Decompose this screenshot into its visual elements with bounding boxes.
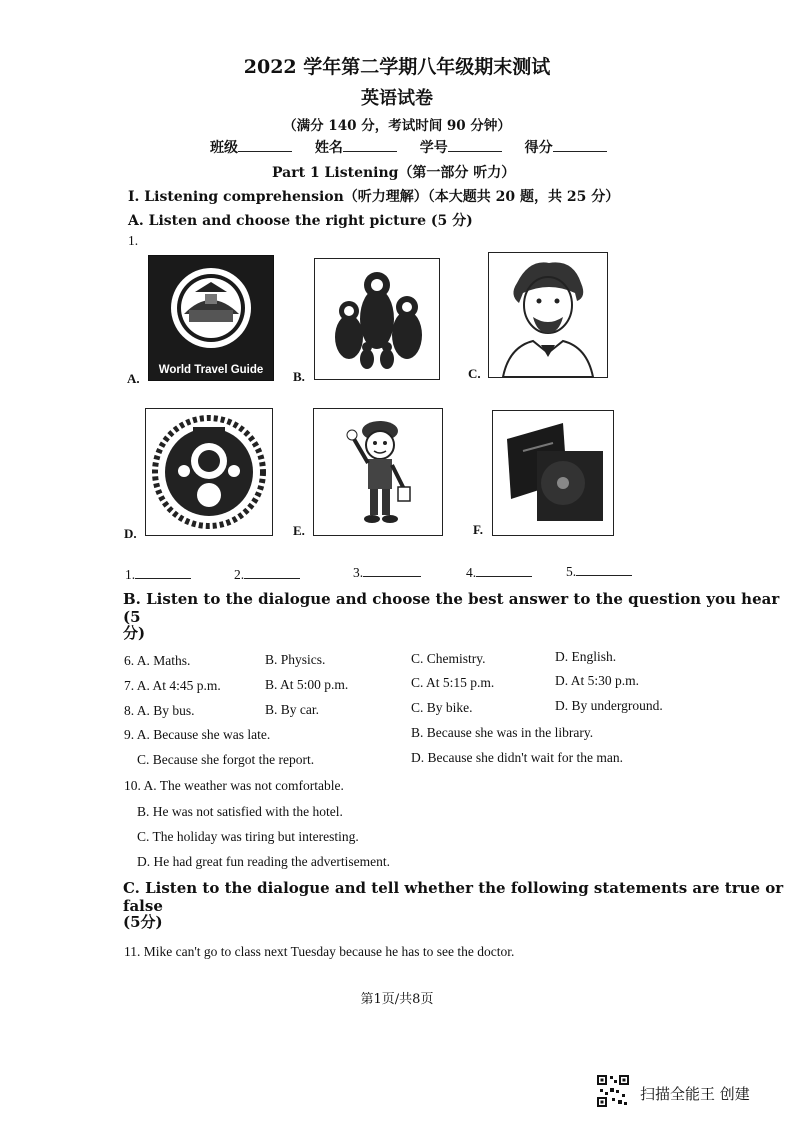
answer-line-5[interactable] (576, 563, 632, 576)
q9-option-b[interactable]: B. Because she was in the library. (411, 725, 594, 740)
q9-a-text: A. Because she was late. (136, 727, 271, 742)
answer-num-3: 3. (353, 565, 364, 580)
q8-a-text: A. By bus. (136, 703, 195, 718)
q11-statement: 11. Mike can't go to class next Tuesday because he has to see the doctor. (124, 944, 515, 959)
picture-e-letter: E. (293, 523, 305, 538)
q6-a-text: A. Maths. (136, 653, 191, 668)
q6-option-d[interactable]: D. English. (555, 649, 617, 664)
q8-number: 8. (124, 703, 135, 718)
picture-f[interactable] (492, 410, 614, 536)
answer-blank-2[interactable] (234, 566, 300, 583)
class-blank[interactable] (238, 139, 292, 152)
qr-code-icon (596, 1074, 630, 1108)
record-album-icon (493, 411, 613, 535)
q10-option-a[interactable] (124, 778, 344, 794)
field-label-id: 学号 (419, 140, 448, 156)
item-one-label: 1. (128, 233, 139, 248)
picture-b[interactable] (314, 258, 440, 380)
picture-a-letter: A. (127, 371, 140, 386)
portrait-man-icon (489, 253, 607, 377)
exam-note: （满分 140 分，考试时间 90 分钟） (283, 118, 511, 134)
answer-line-2[interactable] (244, 566, 300, 579)
q7-a-text: A. At 4:45 p.m. (136, 678, 221, 693)
answer-num-5: 5. (566, 564, 577, 579)
picture-a[interactable] (148, 255, 274, 381)
section-c-title-cont: (5分) (123, 913, 163, 931)
answer-blank-4[interactable] (466, 564, 532, 581)
section-b-title: B. Listen to the dialogue and choose the best answer to the question you hear (5 (123, 590, 780, 626)
q10-number: 10. (124, 778, 141, 793)
field-label-score: 得分 (524, 140, 553, 156)
name-blank[interactable] (343, 139, 397, 152)
q9-number: 9. (124, 727, 135, 742)
q8-option-c[interactable]: C. By bike. (411, 700, 473, 715)
q9-option-c[interactable]: C. Because she forgot the report. (137, 752, 315, 767)
paper-cut-icon (146, 409, 272, 535)
exam-title: 2022 学年第二学期八年级期末测试 (243, 56, 551, 78)
q6-option-c[interactable]: C. Chemistry. (411, 651, 486, 666)
answer-line-3[interactable] (363, 564, 421, 577)
section-c-title: C. Listen to the dialogue and tell whether the following statements are true or false (123, 879, 784, 915)
picture-d-letter: D. (124, 526, 137, 541)
picture-c-letter: C. (468, 366, 481, 381)
id-blank[interactable] (448, 139, 502, 152)
answer-blank-5[interactable] (566, 563, 632, 580)
answer-num-2: 2. (234, 567, 245, 582)
section-i-title: I. Listening comprehension（听力理解）（本大题共 20 题，共 25 分） (128, 189, 620, 205)
q8-option-d[interactable]: D. By underground. (555, 698, 663, 713)
picture-a-caption: World Travel Guide (158, 364, 264, 376)
picture-f-letter: F. (473, 522, 483, 537)
answer-num-4: 4. (466, 565, 477, 580)
field-label-name: 姓名 (314, 140, 343, 156)
picture-b-letter: B. (293, 369, 305, 384)
q7-option-b[interactable]: B. At 5:00 p.m. (265, 677, 349, 692)
part1-title: Part 1 Listening（第一部分 听力） (272, 165, 516, 181)
q8-option-a[interactable] (124, 703, 195, 719)
answer-num-1: 1. (125, 567, 136, 582)
q6-option-b[interactable]: B. Physics. (265, 652, 326, 667)
q10-option-d[interactable]: D. He had great fun reading the advertisement. (137, 854, 391, 869)
student-info-row (210, 137, 607, 157)
field-label-class: 班级 (210, 140, 238, 156)
q7-option-c[interactable]: C. At 5:15 p.m. (411, 675, 495, 690)
nesting-dolls-icon (315, 259, 439, 379)
q6-number: 6. (124, 653, 135, 668)
q7-number: 7. (124, 678, 135, 693)
picture-e[interactable] (313, 408, 443, 536)
q7-option-d[interactable]: D. At 5:30 p.m. (555, 673, 640, 688)
answer-line-1[interactable] (135, 566, 191, 579)
score-blank[interactable] (553, 139, 607, 152)
q8-option-b[interactable]: B. By car. (265, 702, 319, 717)
section-a-title: A. Listen and choose the right picture (5 分) (128, 213, 473, 229)
watermark-text: 扫描全能王 创建 (640, 1085, 750, 1103)
q7-option-a[interactable] (124, 678, 221, 694)
section-b-title-cont: 分) (123, 624, 146, 642)
q10-a-text: A. The weather was not comfortable. (143, 778, 344, 793)
page-number: 第1页/共8页 (360, 992, 434, 1007)
cartoon-boy-icon (314, 409, 442, 535)
travel-guide-logo-icon (149, 256, 273, 380)
picture-d[interactable] (145, 408, 273, 536)
q10-option-c[interactable]: C. The holiday was tiring but interesting. (137, 829, 359, 844)
answer-blank-3[interactable] (353, 564, 421, 581)
answer-blank-1[interactable] (125, 566, 191, 583)
q10-option-b[interactable]: B. He was not satisfied with the hotel. (137, 804, 343, 819)
picture-c[interactable] (488, 252, 608, 378)
q6-option-a[interactable] (124, 653, 190, 669)
q9-option-a[interactable] (124, 727, 270, 743)
q9-option-d[interactable]: D. Because she didn't wait for the man. (411, 750, 623, 765)
exam-subtitle: 英语试卷 (361, 88, 433, 109)
answer-line-4[interactable] (476, 564, 532, 577)
